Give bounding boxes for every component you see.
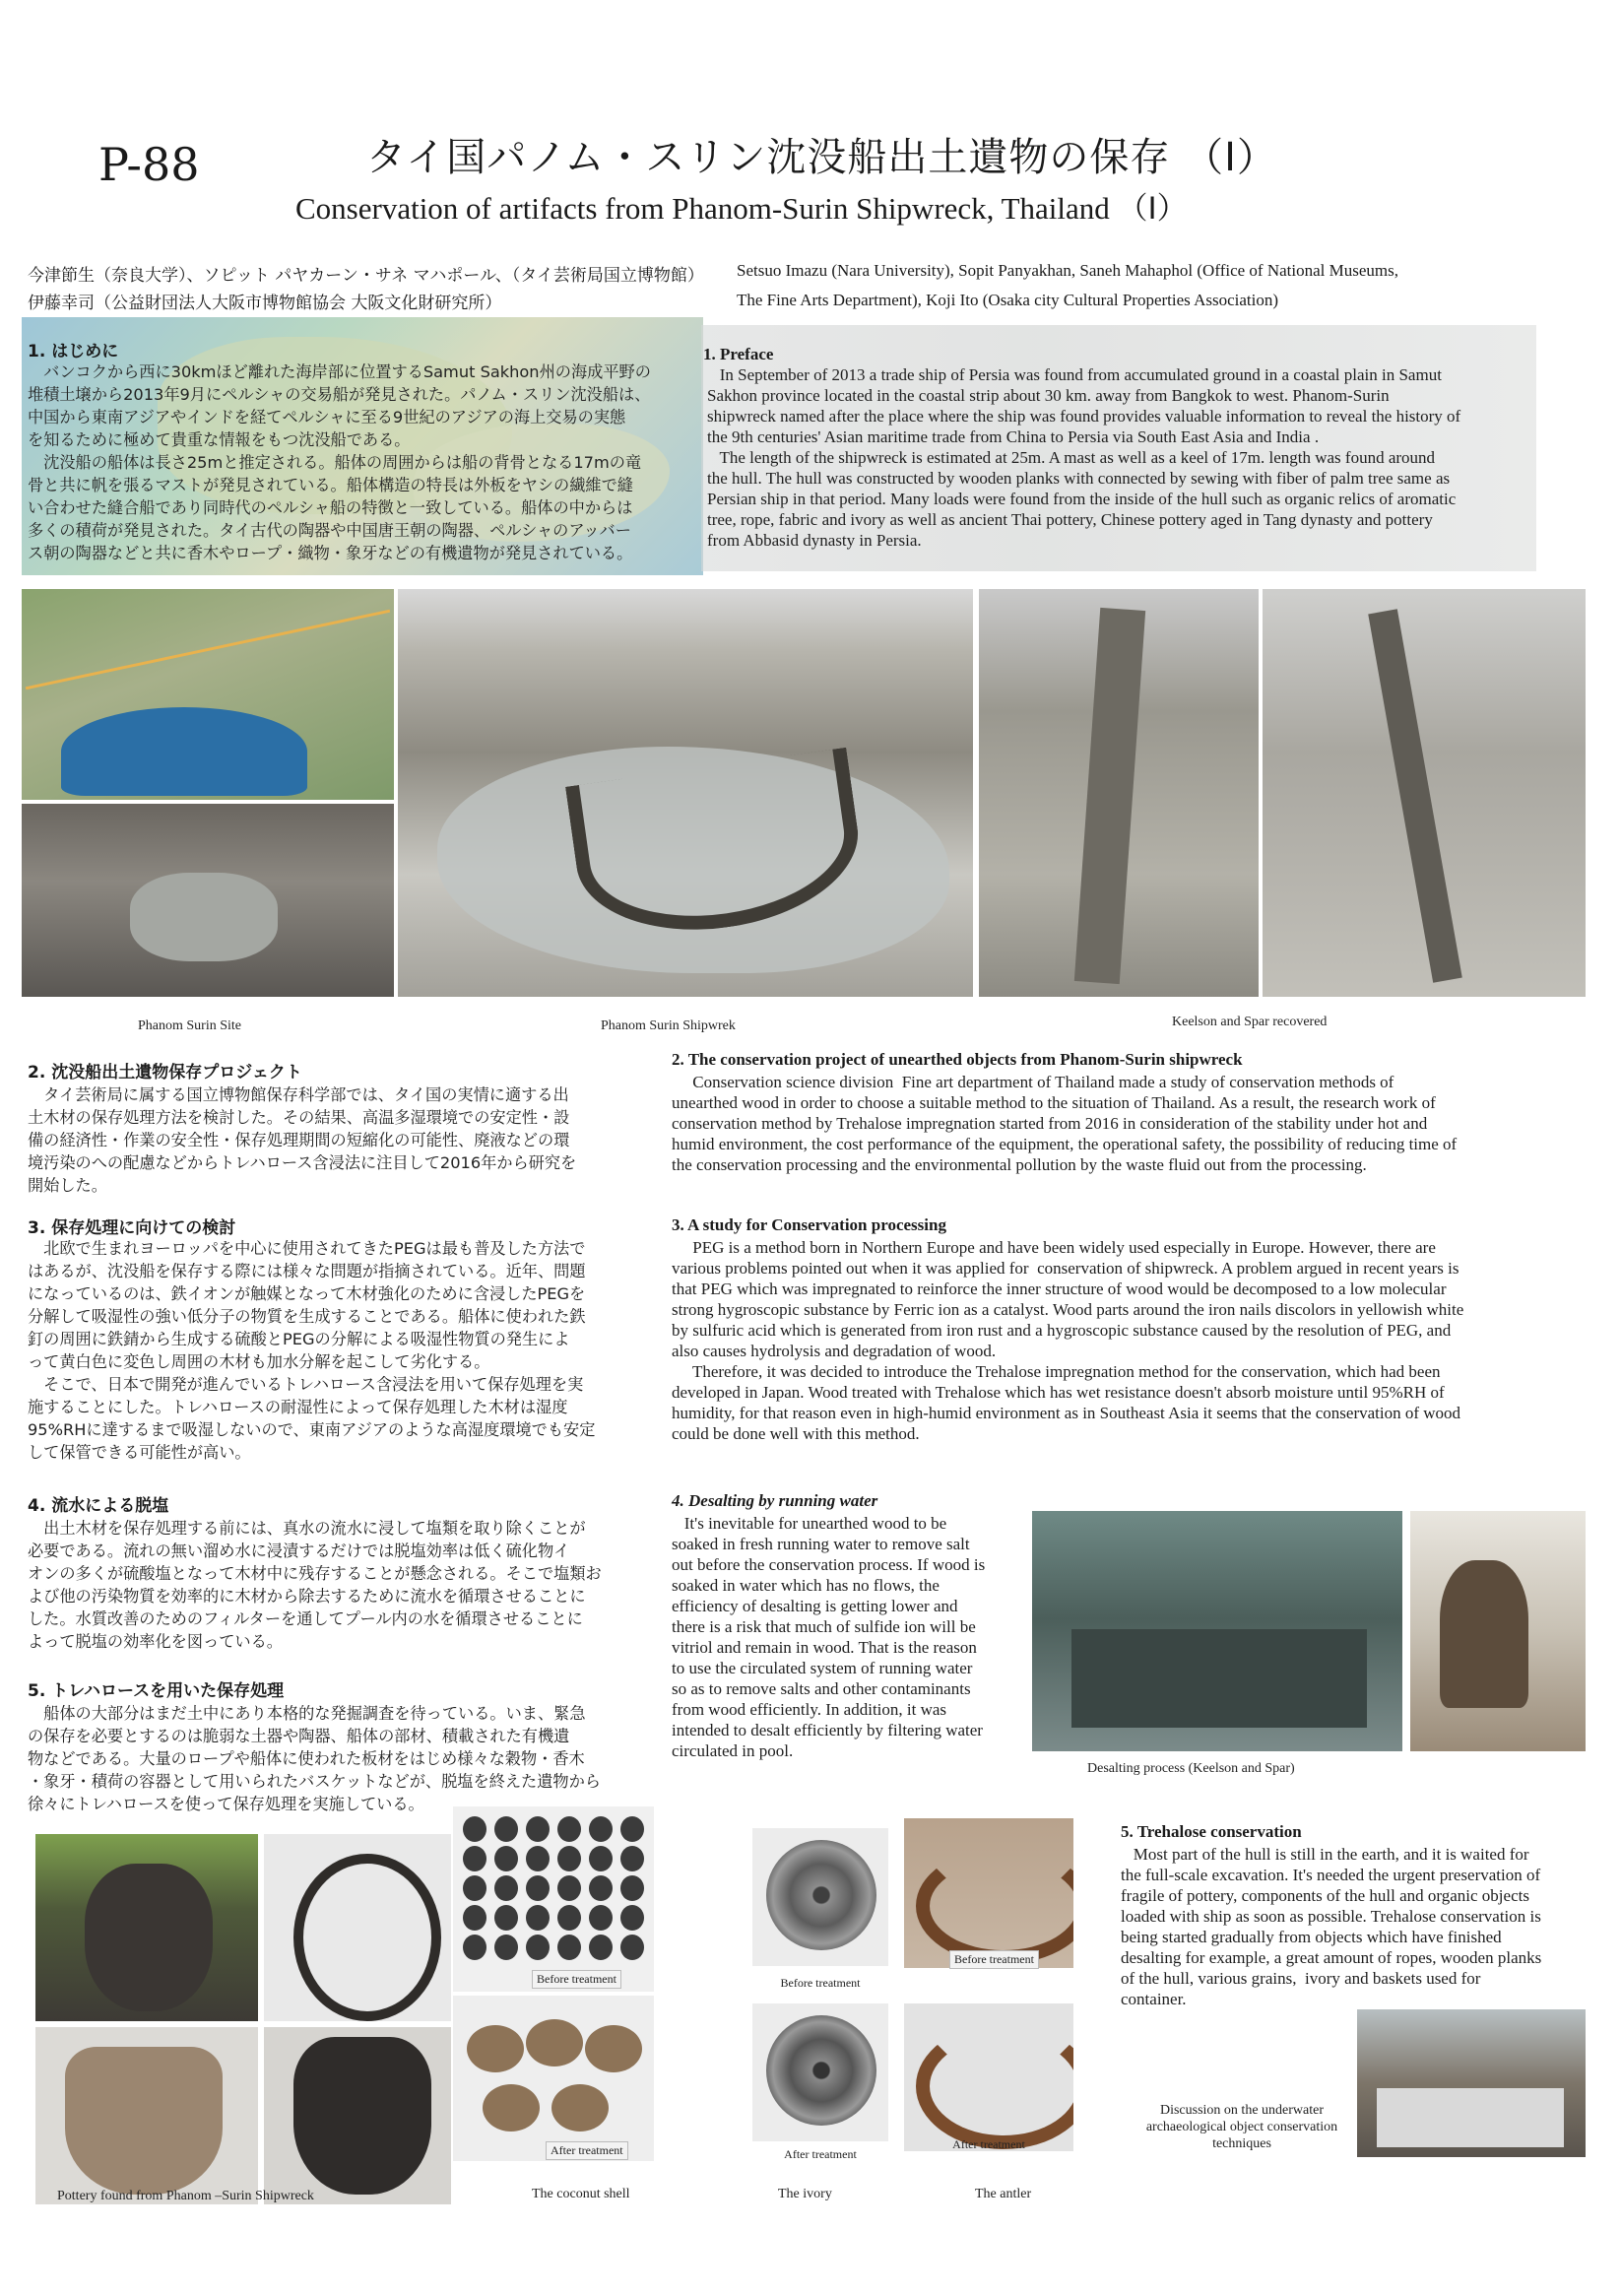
poster-id: P-88 [98,138,200,191]
antler-before-photo [904,1818,1073,1968]
section1-body-en: In September of 2013 a trade ship of Persia was found from accumulated ground in a coastal plain in Samut Sakhon province located in the coastal strip about 30 km. away from Bangkok to west. Phanom-Surin shipwreck named after the place where the ship was found provides valuable information to reveal the history of the 9th centuries' Asian maritime trade from China to Persia via South East Asia and India . The length of the shipwreck is estimated at 25m. A mast as well as a keel of 17m. length was found around the hull. The hull was constructed by wooden planks with connected by sewing with fiber of palm tree same as Persian ship in that period. Many loads were found from the inside of the hull such as organic relics of aromatic tree, rope, fabric and ivory as well as ancient Thai pottery, Chinese pottery aged in Tang dynasty and pottery from Abbasid dynasty in Persia. [707,365,1461,550]
caption-discussion: Discussion on the underwater archaeological object conservation techniques [1145,2103,1338,2151]
ivory-after-photo [752,2003,888,2141]
shipwreck-photo [398,589,973,997]
coconut-shell [589,1905,613,1931]
section3-body-jp: 北欧で生まれヨーロッパを中心に使用されてきたPEGは最も普及した方法で はあるが、沈没船を保存する際には様々な問題が指摘されている。近年、問題 になっているのは、鉄イオンが触媒となって木材強化のために含浸したPEGを 分解して吸湿性の強い低分子の物質を生成することである。船体に使われた鉄 釘の周囲に鉄錆から生成する硫酸とPEGの分解による吸湿性物質の発生によ って黄白色に変色し周囲の木材も加水分解を起こして劣化する。 そこで、日本で開発が進んでいるトレハロース含浸法を用いて保存処理を実 施することにした。トレハロースの耐湿性によって保存処理した木材は湿度 95%RHに達するまで吸湿しないので、東南アジアのような高湿度環境でも安定 して保管できる可能性が高い。 [28,1239,596,1462]
section2-body-en: Conservation science division Fine art department of Thailand made a study of conservation methods of unearthed wood in order to choose a suitable method to the situation of Thailand. As a result, the research work of conservation method by Trehalose impregnation started from 2016 in consideration of the stability under hot and humid environment, the cost performance of the equipment, the operational safety, the possibility of reducing time of the conservation processing and the environmental pollution by the waste fluid out from the processing. [672,1073,1458,1174]
site-map-photo [22,589,394,800]
coconut-shell [557,1846,581,1871]
coconut-shell [463,1935,486,1960]
coconut-shell [620,1846,644,1871]
coconut-shell [620,1905,644,1931]
desalting-pool-photo [1032,1511,1402,1751]
caption-ivory: The ivory [778,2187,832,2201]
caption-shipwreck: Phanom Surin Shipwrek [601,1018,736,1033]
label-before-treatment: Before treatment [532,1970,621,1989]
section1-heading-en: 1. Preface [703,345,774,363]
section4-heading-en: 4. Desalting by running water [672,1491,878,1510]
antler-after-label: After treatment [952,2137,1025,2151]
authors-english: Setsuo Imazu (Nara University), Sopit Panyakhan, Saneh Mahaphol (Office of National Museums, The Fine Arts Department), Koji Ito (Osaka city Cultural Properties Association) [737,261,1398,309]
coconut-shell [620,1935,644,1960]
coconut-shell [494,1875,518,1901]
caption-pottery: Pottery found from Phanom –Surin Shipwreck [57,2189,314,2203]
coconut-shell [526,1846,550,1871]
discussion-photo [1357,2009,1586,2157]
ivory-before-label: Before treatment [780,1976,861,1990]
caption-coconut: The coconut shell [532,2187,630,2201]
section2-body-jp: タイ芸術局に属する国立博物館保存科学部では、タイ国の実情に適する出 土木材の保存処理方法を検討した。その結果、高温多湿環境での安定性・設 備の経済性・作業の安全性・保存処理期間の短縮化の可能性、廃液などの環 境汚染のへの配慮などからトレハロース含浸法に注目して2016年から研究を 開始した。 [28,1085,577,1195]
ivory-after-label: After treatment [784,2147,857,2161]
coconut-shell [589,1846,613,1871]
section3-heading-jp: 3. 保存処理に向けての検討 [28,1218,236,1238]
label-after-treatment: After treatment [546,2141,628,2160]
pottery-before-photo [35,1834,258,2021]
caption-site: Phanom Surin Site [138,1018,242,1033]
coconut-shell [620,1816,644,1842]
coconut-shell [557,1816,581,1842]
pottery-black-photo [264,2027,451,2204]
coconut-shell [526,1935,550,1960]
coconut-shell [620,1875,644,1901]
section4-body-jp: 出土木材を保存処理する前には、真水の流水に浸して塩類を取り除くことが 必要である。流れの無い溜め水に浸漬するだけでは脱塩効率は低く硫化物イ オンの多くが硫酸塩となって木材中に残存することが懸念される。そこで塩類お よび他の汚染物質を効率的に木材から除去するために流水を循環させることに した。水質改善のためのフィルターを通してプール内の水を循環させることに よって脱塩の効率化を図っている。 [28,1519,602,1651]
coconut-shell [526,1875,550,1901]
coconut-shell [526,1816,550,1842]
section5-heading-en: 5. Trehalose conservation [1121,1822,1302,1841]
section1-body-jp: バンコクから西に30kmほど離れた海岸部に位置するSamut Sakhon州の海成平野の 堆積土壌から2013年9月にペルシャの交易船が発見された。パノム・スリン沈没船は、 中国から東南アジアやインドを経てペルシャに至る9世紀のアジアの海上交易の実態 を知るために極めて貴重な情報をもつ沈没船である。 沈没船の船体は長さ25mと推定される。船体の周囲からは船の背骨となる17mの竜 骨と共に帆を張るマストが発見されている。船体構造の特長は外板をヤシの繊維で縫 い合わせた縫合船であり同時代のペルシャ船の特徴と一致している。船体の中からは 多くの積荷が発見された。タイ古代の陶器や中国唐王朝の陶器、ペルシャのアッバー ス朝の陶器などと共に香木やロープ・織物・象牙などの有機遺物が発見されている。 [28,362,651,562]
section1-heading-jp: 1. はじめに [28,342,119,361]
spar-photo [1263,589,1586,997]
section5-body-en: Most part of the hull is still in the earth, and it is waited for the full-scale excavation. It's needed the urgent preservation of fragile of pottery, components of the hull and organic objects loaded with ship as soon as possible. Trehalose conservation is being started gradually from objects which have finished desalting for example, a great amount of ropes, wooden planks of the hull, various grains, ivory and baskets used for container. [1121,1845,1542,2008]
section5-heading-jp: 5. トレハロースを用いた保存処理 [28,1681,285,1701]
title-english: Conservation of artifacts from Phanom-Surin Shipwreck, Thailand （Ⅰ） [295,191,1188,226]
pottery-after-photo [35,2027,258,2204]
coconut-shell [494,1935,518,1960]
coconut-shell [463,1816,486,1842]
coconut-shell [463,1875,486,1901]
caption-desalting: Desalting process (Keelson and Spar) [1087,1761,1295,1776]
coconut-shell [589,1935,613,1960]
site-photo [22,804,394,997]
caption-antler: The antler [975,2187,1032,2201]
keelson-photo [979,589,1259,997]
coconut-shell [526,1905,550,1931]
section3-body-en: PEG is a method born in Northern Europe and have been widely used especially in Europe. However, there are various problems pointed out when it was applied for conservation of shipwreck. A problem argued in recent years is that PEG which was impregnated to reinforce the inner structure of wood would be decomposed to a low molecular strong hygroscopic substance by Ferric ion as a catalyst. Wood parts around the iron nails discolors in yellowish white by sulfuric acid which is generated from iron rust and a hygroscopic substance caused by the resolution of PEG, and also causes hydrolysis and degradation of wood. Therefore, it was decided to introduce the Trehalose impregnation method for the conservation, which had been developed in Japan. Wood treated with Trehalose which has wet resistance doesn't absorb moisture until 95%RH of humidity, for that reason even in high-humid environment as in Southeast Asia it seems that the conservation of wood could be done well with this method. [672,1238,1464,1443]
coconut-shell [557,1875,581,1901]
section5-body-jp: 船体の大部分はまだ土中にあり本格的な発掘調査を待っている。いま、緊急 の保存を必要とするのは脆弱な土器や陶器、船体の部材、積載された有機遺 物などである。大量のロープや船体に使われた板材をはじめ様々な穀物・香木 ・象牙・積荷の容器として用いられたバスケットなどが、脱塩を終えた遺物から 徐々にトレハロースを使って保存処理を実施している。 [28,1704,601,1813]
coconut-before-photo [453,1806,654,1992]
section4-body-en: It's inevitable for unearthed wood to be soaked in fresh running water to remove salt out before the conservation process. If wood is soaked in water which has no flows, the efficiency of desalting is getting lower and there is a risk that much of sulfide ion will be vitriol and remain in wood. That is the reason to use the circulated system of running water so as to remove salts and other contaminants from wood efficiently. In addition, it was intended to desalt efficiently by filtering water circulated in pool. [672,1514,986,1760]
desalting-worker-photo [1410,1511,1586,1751]
coconut-after-photo [453,1996,654,2161]
rope-pottery-photo [264,1834,451,2021]
section2-heading-en: 2. The conservation project of unearthed objects from Phanom-Surin shipwreck [672,1050,1243,1069]
title-japanese: タイ国パノム・スリン沈没船出土遺物の保存 （Ⅰ） [366,135,1277,180]
coconut-shell [589,1816,613,1842]
coconut-shell [463,1905,486,1931]
antler-before-label: Before treatment [949,1950,1039,1969]
section4-heading-jp: 4. 流水による脱塩 [28,1496,169,1516]
coconut-shell [589,1875,613,1901]
coconut-shell [494,1905,518,1931]
coconut-shell [494,1816,518,1842]
coconut-shell [557,1905,581,1931]
section2-heading-jp: 2. 沈没船出土遺物保存プロジェクト [28,1063,302,1082]
coconut-shell [494,1846,518,1871]
antler-after-photo [904,2003,1073,2151]
coconut-shell [463,1846,486,1871]
section3-heading-en: 3. A study for Conservation processing [672,1215,946,1234]
caption-keelson-spar: Keelson and Spar recovered [1172,1015,1328,1029]
ivory-before-photo [752,1828,888,1966]
coconut-shell [557,1935,581,1960]
authors-japanese: 今津節生（奈良大学）、ソピット パヤカーン・サネ マハポール、（タイ芸術局国立博物館） 伊藤幸司（公益財団法人大阪市博物館協会 大阪文化財研究所） [28,266,704,313]
